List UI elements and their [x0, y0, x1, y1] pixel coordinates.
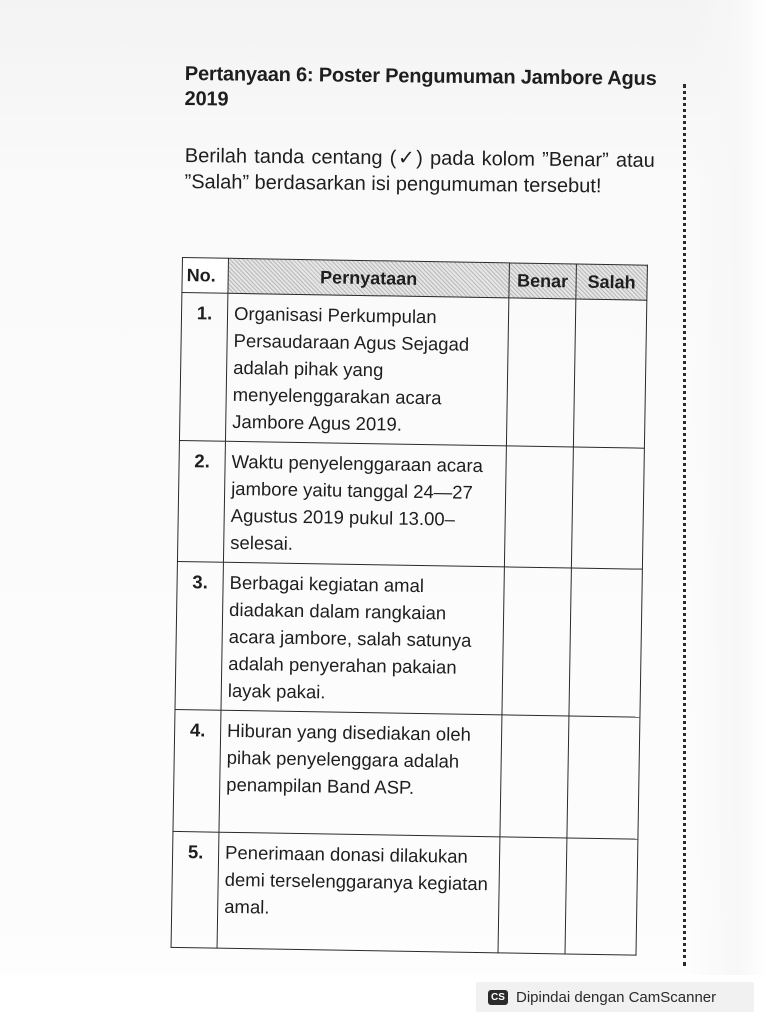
table-row [171, 831, 638, 955]
header-benar: Benar [509, 263, 577, 299]
answer-table-container [171, 257, 648, 956]
row-number: 5. [171, 831, 219, 948]
salah-checkbox-cell[interactable] [565, 838, 638, 955]
row-statement: Waktu penyelenggaraan acara jambore yaitu tanggal 24—27 Agustus 2019 pukul 13.00–selesai. [223, 441, 506, 567]
salah-checkbox-cell[interactable] [569, 568, 642, 717]
benar-checkbox-cell[interactable] [498, 837, 567, 954]
row-number: 2. [177, 440, 225, 562]
table-row [175, 561, 642, 717]
benar-checkbox-cell[interactable] [500, 715, 569, 838]
page-edge-shadow [690, 0, 768, 975]
question-instruction: Berilah tanda centang (✓) pada kolom ”Benar” atau ”Salah” berdasarkan isi pengumuman tersebut! [184, 144, 655, 198]
row-number: 1. [179, 293, 227, 442]
salah-checkbox-cell[interactable] [571, 447, 644, 569]
camscanner-logo-icon: CS [488, 990, 508, 1005]
camscanner-label: Dipindai dengan CamScanner [516, 988, 717, 1006]
dotted-cut-line [683, 84, 686, 966]
question-title: Pertanyaan 6: Poster Pengumuman Jambore Agus 2019 [184, 62, 657, 111]
row-statement: Organisasi Perkumpulan Persaudaraan Agus Sejagad adalah pihak yang menyelenggarakan acara Jambore Agus 2019. [225, 293, 508, 446]
answer-table [171, 257, 648, 956]
benar-checkbox-cell[interactable] [504, 446, 573, 568]
table-row [177, 440, 644, 569]
header-statement: Pernyataan [228, 258, 510, 298]
salah-checkbox-cell[interactable] [573, 299, 646, 448]
row-number: 3. [175, 561, 223, 710]
table-row [173, 709, 640, 839]
header-no: No. [182, 258, 229, 294]
benar-checkbox-cell[interactable] [502, 567, 571, 716]
camscanner-watermark [476, 982, 754, 1012]
row-number: 4. [173, 709, 221, 832]
row-statement: Hiburan yang disediakan oleh pihak penyelenggara adalah penampilan Band ASP. [219, 710, 502, 837]
row-statement: Berbagai kegiatan amal diadakan dalam rangkaian acara jambore, salah satunya adalah penyerahan pakaian layak pakai. [221, 562, 504, 715]
table-row [179, 293, 646, 449]
header-salah: Salah [576, 264, 648, 300]
benar-checkbox-cell[interactable] [506, 298, 575, 447]
row-statement: Penerimaan donasi dilakukan demi terselenggaranya kegiatan amal. [217, 832, 500, 953]
salah-checkbox-cell[interactable] [567, 716, 640, 839]
